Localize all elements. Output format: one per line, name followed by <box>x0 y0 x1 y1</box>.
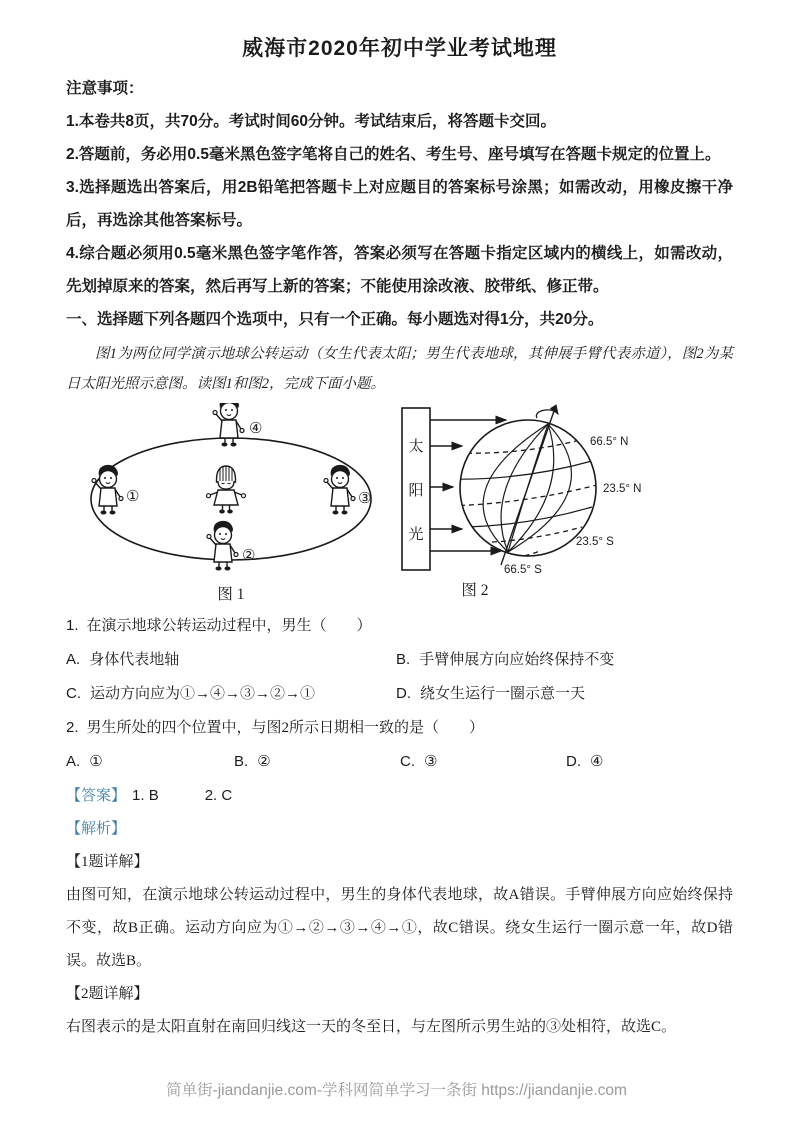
answer-marker: 【答案】 <box>66 788 127 804</box>
figure2-caption: 图 2 <box>461 582 489 599</box>
detail-2-text: 右图表示的是太阳直射在南回归线这一天的冬至日，与左图所示男生站的③处相符，故选C。 <box>66 1019 677 1035</box>
boy-position-3 <box>324 465 355 515</box>
notices-block <box>66 72 733 303</box>
option-2-a-text: ① <box>89 754 103 770</box>
question-1 <box>66 609 733 711</box>
option-1-c <box>66 677 396 711</box>
detail-2-heading: 【2题详解】 <box>66 986 149 1002</box>
boy-position-1 <box>92 465 123 515</box>
option-1-a <box>66 643 396 677</box>
question-2-number: 2. <box>66 719 79 736</box>
position-marker-1: ① <box>126 489 140 505</box>
figure1-revolution-demo <box>66 403 396 605</box>
rotation-arrow-icon <box>536 410 558 418</box>
boy-position-2 <box>207 521 238 571</box>
option-1-a-text: 身体代表地轴 <box>89 652 180 668</box>
option-2-b <box>234 745 400 779</box>
question-1-options-row-1 <box>66 643 733 677</box>
question-group-intro: 图1为两位同学演示地球公转运动（女生代表太阳；男生代表地球，其伸展手臂代表赤道），图2为某日太阳光照示意图。读图1和图2，完成下面小题。 <box>66 346 733 392</box>
girl-sun-figure <box>207 466 246 514</box>
option-2-c-label: C. <box>400 753 415 770</box>
detail-1-heading: 【1题详解】 <box>66 854 149 870</box>
notice-item: 3.选择题选出答案后，用2B铅笔把答题卡上对应题目的答案标号涂黑；如需改动，用橡皮擦干净后，再选涂其他答案标号。 <box>66 179 733 229</box>
option-2-a <box>66 745 234 779</box>
boy-position-4 <box>213 403 244 447</box>
section-heading: 一、选择题下列各题四个选项中，只有一个正确。每小题选对得1分，共20分。 <box>66 311 604 328</box>
sunlight-char-1: 太 <box>408 439 424 455</box>
question-1-number: 1. <box>66 617 79 634</box>
lat-23-5-n-label: 23.5° N <box>603 483 642 495</box>
option-1-b-text: 手臂伸展方向应始终保持不变 <box>419 652 615 668</box>
option-1-c-text: 运动方向应为①→④→③→②→① <box>90 686 316 702</box>
notice-item: 4.综合题必须用0.5毫米黑色签字笔作答，答案必须写在答题卡指定区域内的横线上，如需改动，先划掉原来的答案，然后再写上新的答案；不能使用涂改液、胶带纸、修正带。 <box>66 245 733 295</box>
option-2-c <box>400 745 566 779</box>
option-1-a-label: A. <box>66 651 81 668</box>
answer-item-2: 2. C <box>204 787 233 804</box>
option-1-d-label: D. <box>396 685 411 702</box>
question-1-options-row-2 <box>66 677 733 711</box>
option-1-d-text: 绕女生运行一圈示意一天 <box>420 686 586 702</box>
position-marker-2: ② <box>242 548 256 564</box>
option-2-d-text: ④ <box>590 754 604 770</box>
sunlight-char-3: 光 <box>408 527 424 543</box>
figure2-sunlight-diagram <box>398 403 733 605</box>
answer-item-1: 1. B <box>132 787 159 804</box>
notice-item: 2.答题前，务必用0.5毫米黑色签字笔将自己的姓名、考生号、座号填写在答题卡规定的位置上。 <box>66 146 721 163</box>
notices-heading: 注意事项： <box>66 80 144 97</box>
option-2-a-label: A. <box>66 753 81 770</box>
option-1-d <box>396 677 733 711</box>
page-title: 威海市2020年初中学业考试地理 <box>242 37 557 60</box>
question-1-text: 在演示地球公转运动过程中，男生（ ） <box>86 618 372 634</box>
option-1-b <box>396 643 733 677</box>
sunlight-char-2: 阳 <box>408 483 424 499</box>
question-2-options-row <box>66 745 733 779</box>
notice-item: 1.本卷共8页，共70分。考试时间60分钟。考试结束后，将答题卡交回。 <box>66 113 557 130</box>
analysis-marker: 【解析】 <box>66 821 127 837</box>
option-1-b-label: B. <box>396 651 411 668</box>
answer-line <box>66 779 733 813</box>
option-2-d <box>566 745 733 779</box>
site-footer: 简单街-jiandanjie.com-学科网简单学习一条街 https://jiandanjie.com <box>166 1082 627 1099</box>
detail-1-text: 由图可知，在演示地球公转运动过程中，男生的身体代表地球，故A错误。手臂伸展方向应始终保持不变，故B正确。运动方向应为①→②→③→④→①，故C错误。绕女生运行一圈示意一年，故D错误。故选B。 <box>66 887 733 969</box>
question-2-text: 男生所处的四个位置中，与图2所示日期相一致的是（ ） <box>86 720 485 736</box>
option-2-b-label: B. <box>234 753 249 770</box>
option-2-c-text: ③ <box>424 754 438 770</box>
lat-23-5-s-label: 23.5° S <box>576 536 614 548</box>
lat-66-5-s-label: 66.5° S <box>504 564 542 576</box>
figures-row <box>66 403 733 605</box>
lat-66-5-n-label: 66.5° N <box>590 436 629 448</box>
option-2-b-text: ② <box>257 754 271 770</box>
position-marker-4: ④ <box>249 421 263 437</box>
option-2-d-label: D. <box>566 753 581 770</box>
figure1-caption: 图 1 <box>217 586 245 603</box>
question-2 <box>66 711 733 779</box>
position-marker-3: ③ <box>358 491 372 507</box>
option-1-c-label: C. <box>66 685 81 702</box>
